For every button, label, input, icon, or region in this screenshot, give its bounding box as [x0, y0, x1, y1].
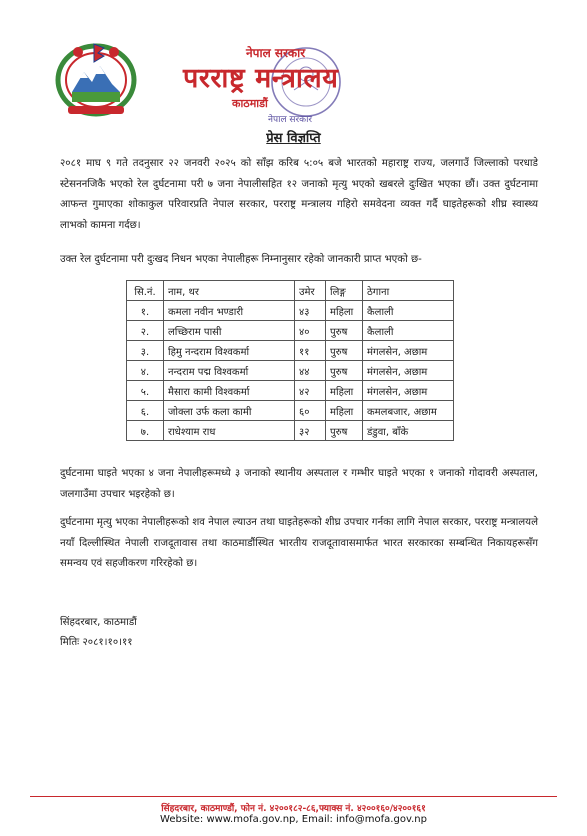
government-label: नेपाल सरकार	[246, 46, 306, 60]
cell-gender: महिला	[326, 381, 363, 401]
cell-gender: पुरुष	[326, 361, 363, 381]
cell-address: मंगलसेन, अछाम	[363, 341, 454, 361]
cell-gender: महिला	[326, 301, 363, 321]
paragraph-injured: दुर्घटनामा घाइते भएका ४ जना नेपालीहरूमध्ये ३ जनाको स्थानीय अस्पताल र गम्भीर घाइते भएका १ जनाको गोदावरी अस्पताल, जलगाउँमा उपचार भइरहेको छ।	[60, 468, 538, 500]
col-address-header: ठेगाना	[363, 281, 454, 301]
cell-gender: पुरुष	[326, 421, 363, 441]
cell-gender: पुरुष	[326, 321, 363, 341]
ministry-name: परराष्ट्र मन्त्रालय	[183, 63, 339, 94]
cell-gender: पुरुष	[326, 341, 363, 361]
cell-address: कमलबजार, अछाम	[363, 401, 454, 421]
cell-address: मंगलसेन, अछाम	[363, 381, 454, 401]
signature-date: मितिः २०८१।१०।११	[60, 637, 133, 648]
cell-serial: ४.	[127, 361, 164, 381]
table-row	[127, 421, 454, 441]
cell-name: लच्छिराम पासी	[164, 321, 295, 341]
nepal-emblem-icon	[50, 36, 142, 118]
cell-age: ४३	[295, 301, 326, 321]
paragraph-intro-list: उक्त रेल दुर्घटनामा परी दुःखद निधन भएका नेपालीहरू निम्नानुसार रहेको जानकारी प्राप्त भएको छ-	[60, 254, 422, 265]
cell-name: नन्दराम पद्म विश्वकर्मा	[164, 361, 295, 381]
cell-name: राधेश्याम राध	[164, 421, 295, 441]
cell-age: ४२	[295, 381, 326, 401]
cell-serial: ७.	[127, 421, 164, 441]
table-row	[127, 341, 454, 361]
table-row	[127, 381, 454, 401]
table-row	[127, 301, 454, 321]
cell-name: जोक्ला उर्फ कला कामी	[164, 401, 295, 421]
signature-place: सिंहदरबार, काठमाडौं	[60, 617, 137, 628]
cell-age: ४०	[295, 321, 326, 341]
victims-table	[126, 280, 454, 441]
cell-age: ४४	[295, 361, 326, 381]
cell-serial: २.	[127, 321, 164, 341]
paragraph-incident: २०८१ माघ ९ गते तदनुसार २२ जनवरी २०२५ को साँझ करिब ५:०५ बजे भारतको महाराष्ट्र राज्य, जलगाउँ जिल्लाको परधाडे स्टेसननजिकै भएको रेल दुर्घटनामा परी ७ जना नेपालीसहित १२ जनाको मृत्यु भएको खबरले दुःखित भएका छौं। उक्त दुर्घटनामा आफन्त गुमाएका शोकाकुल परिवारप्रति नेपाल सरकार, परराष्ट्र मन्त्रालय गहिरो समवेदना व्यक्त गर्दै घाइतेहरूको शीघ्र स्वास्थ्य लाभको कामना गर्दछ।	[60, 158, 538, 231]
cell-gender: महिला	[326, 401, 363, 421]
col-gender-header: लिङ्ग	[326, 281, 363, 301]
col-name-header: नाम, थर	[164, 281, 295, 301]
cell-serial: ३.	[127, 341, 164, 361]
table-row	[127, 361, 454, 381]
table-row	[127, 321, 454, 341]
press-release-title: प्रेस विज्ञप्ति	[266, 131, 321, 146]
cell-age: ६०	[295, 401, 326, 421]
cell-address: मंगलसेन, अछाम	[363, 361, 454, 381]
col-serial-header: सि.नं.	[127, 281, 164, 301]
table-row	[127, 401, 454, 421]
cell-address: डंडुवा, बाँके	[363, 421, 454, 441]
col-age-header: उमेर	[295, 281, 326, 301]
footer-contact: Website: www.mofa.gov.np, Email: info@mofa.gov.np	[160, 814, 427, 825]
cell-name: मैसारा कामी विश्वकर्मा	[164, 381, 295, 401]
cell-name: हिमु नन्दराम विश्वकर्मा	[164, 341, 295, 361]
cell-serial: ५.	[127, 381, 164, 401]
paragraph-coordination: दुर्घटनामा मृत्यु भएका नेपालीहरूको शव नेपाल ल्याउन तथा घाइतेहरूको शीघ्र उपचार गर्नका लागि नेपाल सरकार, परराष्ट्र मन्त्रालयले नयाँ दिल्लीस्थित नेपाली राजदूतावास तथा काठमाडौंस्थित भारतीय राजदूतावासमार्फत भारत सरकारका सम्बन्धित निकायहरूसँग समन्वय एवं सहजीकरण गरिरहेको छ।	[60, 517, 538, 569]
cell-serial: ६.	[127, 401, 164, 421]
table-header-row	[127, 281, 454, 301]
cell-address: कैलाली	[363, 321, 454, 341]
footer-divider	[30, 796, 557, 797]
cell-age: ११	[295, 341, 326, 361]
cell-name: कमला नवीन भण्डारी	[164, 301, 295, 321]
cell-address: कैलाली	[363, 301, 454, 321]
footer-address: सिंहदरबार, काठमाण्डौं, फोन नं. ४२००१८२-८६,फ्याक्स नं. ४२००१६०/४२००१६१	[161, 804, 426, 814]
cell-age: ३२	[295, 421, 326, 441]
ministry-location: काठमाडौं	[232, 97, 268, 110]
seal-text: नेपाल सरकार	[268, 115, 313, 125]
cell-serial: १.	[127, 301, 164, 321]
